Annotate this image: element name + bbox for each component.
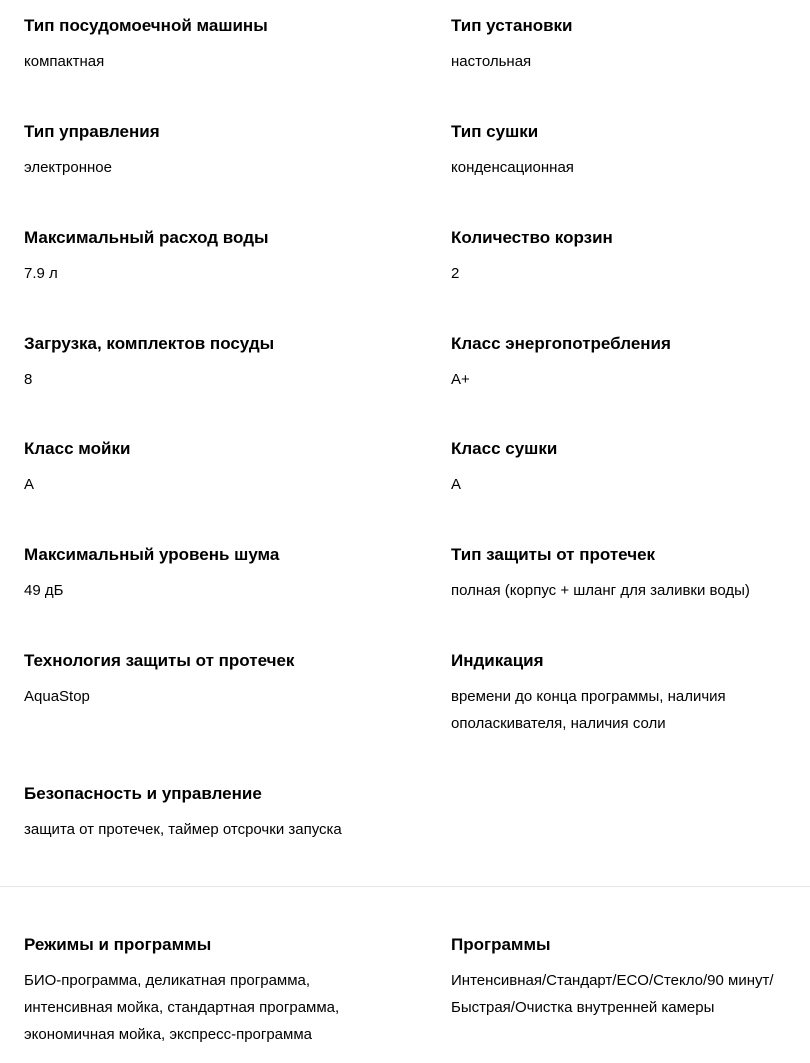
spec-item-programs	[451, 935, 801, 1016]
spec-title: Индикация	[451, 651, 544, 670]
spec-value: 7.9 л	[24, 265, 58, 282]
spec-value: времени до конца программы, наличия ополаскивателя, наличия соли	[451, 688, 726, 732]
spec-value: полная (корпус + шланг для заливки воды)	[451, 582, 750, 599]
spec-value: 2	[451, 265, 460, 282]
spec-value: A	[451, 476, 462, 493]
spec-item-modes-and-programs	[24, 935, 369, 1043]
spec-title: Класс сушки	[451, 439, 558, 458]
spec-title: Загрузка, комплектов посуды	[24, 334, 275, 353]
spec-value: защита от протечек, таймер отсрочки запуска	[24, 821, 342, 838]
spec-value: A+	[451, 371, 470, 388]
spec-item-max-water-consumption	[24, 228, 384, 282]
spec-item-safety-and-control	[24, 784, 384, 838]
spec-value: настольная	[451, 53, 532, 70]
spec-item-energy-class	[451, 334, 810, 388]
spec-title: Максимальный расход воды	[24, 228, 269, 247]
section-divider	[0, 886, 810, 887]
spec-title: Класс мойки	[24, 439, 131, 458]
spec-item-drying-type	[451, 122, 810, 176]
spec-title: Тип сушки	[451, 122, 539, 141]
spec-title: Количество корзин	[451, 228, 613, 247]
spec-item-leak-protection-type	[451, 545, 810, 599]
spec-item-installation-type	[451, 16, 810, 70]
spec-title: Тип установки	[451, 16, 573, 35]
spec-title: Класс энергопотребления	[451, 334, 671, 353]
spec-value: электронное	[24, 159, 112, 176]
spec-value: БИО-программа, деликатная программа, интенсивная мойка, стандартная программа, экономичная мойка, экспресс-программа	[24, 972, 340, 1043]
spec-value: 49 дБ	[24, 582, 64, 599]
spec-item-load-sets	[24, 334, 384, 388]
spec-item-control-type	[24, 122, 384, 176]
spec-title: Тип посудомоечной машины	[24, 16, 268, 35]
spec-item-basket-count	[451, 228, 810, 282]
spec-item-dishwasher-type	[24, 16, 384, 70]
spec-value: компактная	[24, 53, 105, 70]
spec-title: Тип управления	[24, 122, 160, 141]
spec-title: Программы	[451, 935, 551, 954]
spec-value: 8	[24, 371, 33, 388]
spec-item-max-noise	[24, 545, 384, 599]
spec-value: AquaStop	[24, 688, 90, 705]
spec-item-leak-protection-technology	[24, 651, 384, 705]
spec-title: Тип защиты от протечек	[451, 545, 656, 564]
spec-value: конденсационная	[451, 159, 574, 176]
spec-item-wash-class	[24, 439, 384, 493]
spec-value: A	[24, 476, 35, 493]
spec-title: Технология защиты от протечек	[24, 651, 295, 670]
spec-title: Безопасность и управление	[24, 784, 262, 803]
spec-value: Интенсивная/Стандарт/ECO/Стекло/90 минут/ Быстрая/Очистка внутренней камеры	[451, 972, 774, 1016]
spec-title: Максимальный уровень шума	[24, 545, 280, 564]
spec-item-drying-class	[451, 439, 810, 493]
spec-item-indication	[451, 651, 771, 732]
spec-title: Режимы и программы	[24, 935, 212, 954]
